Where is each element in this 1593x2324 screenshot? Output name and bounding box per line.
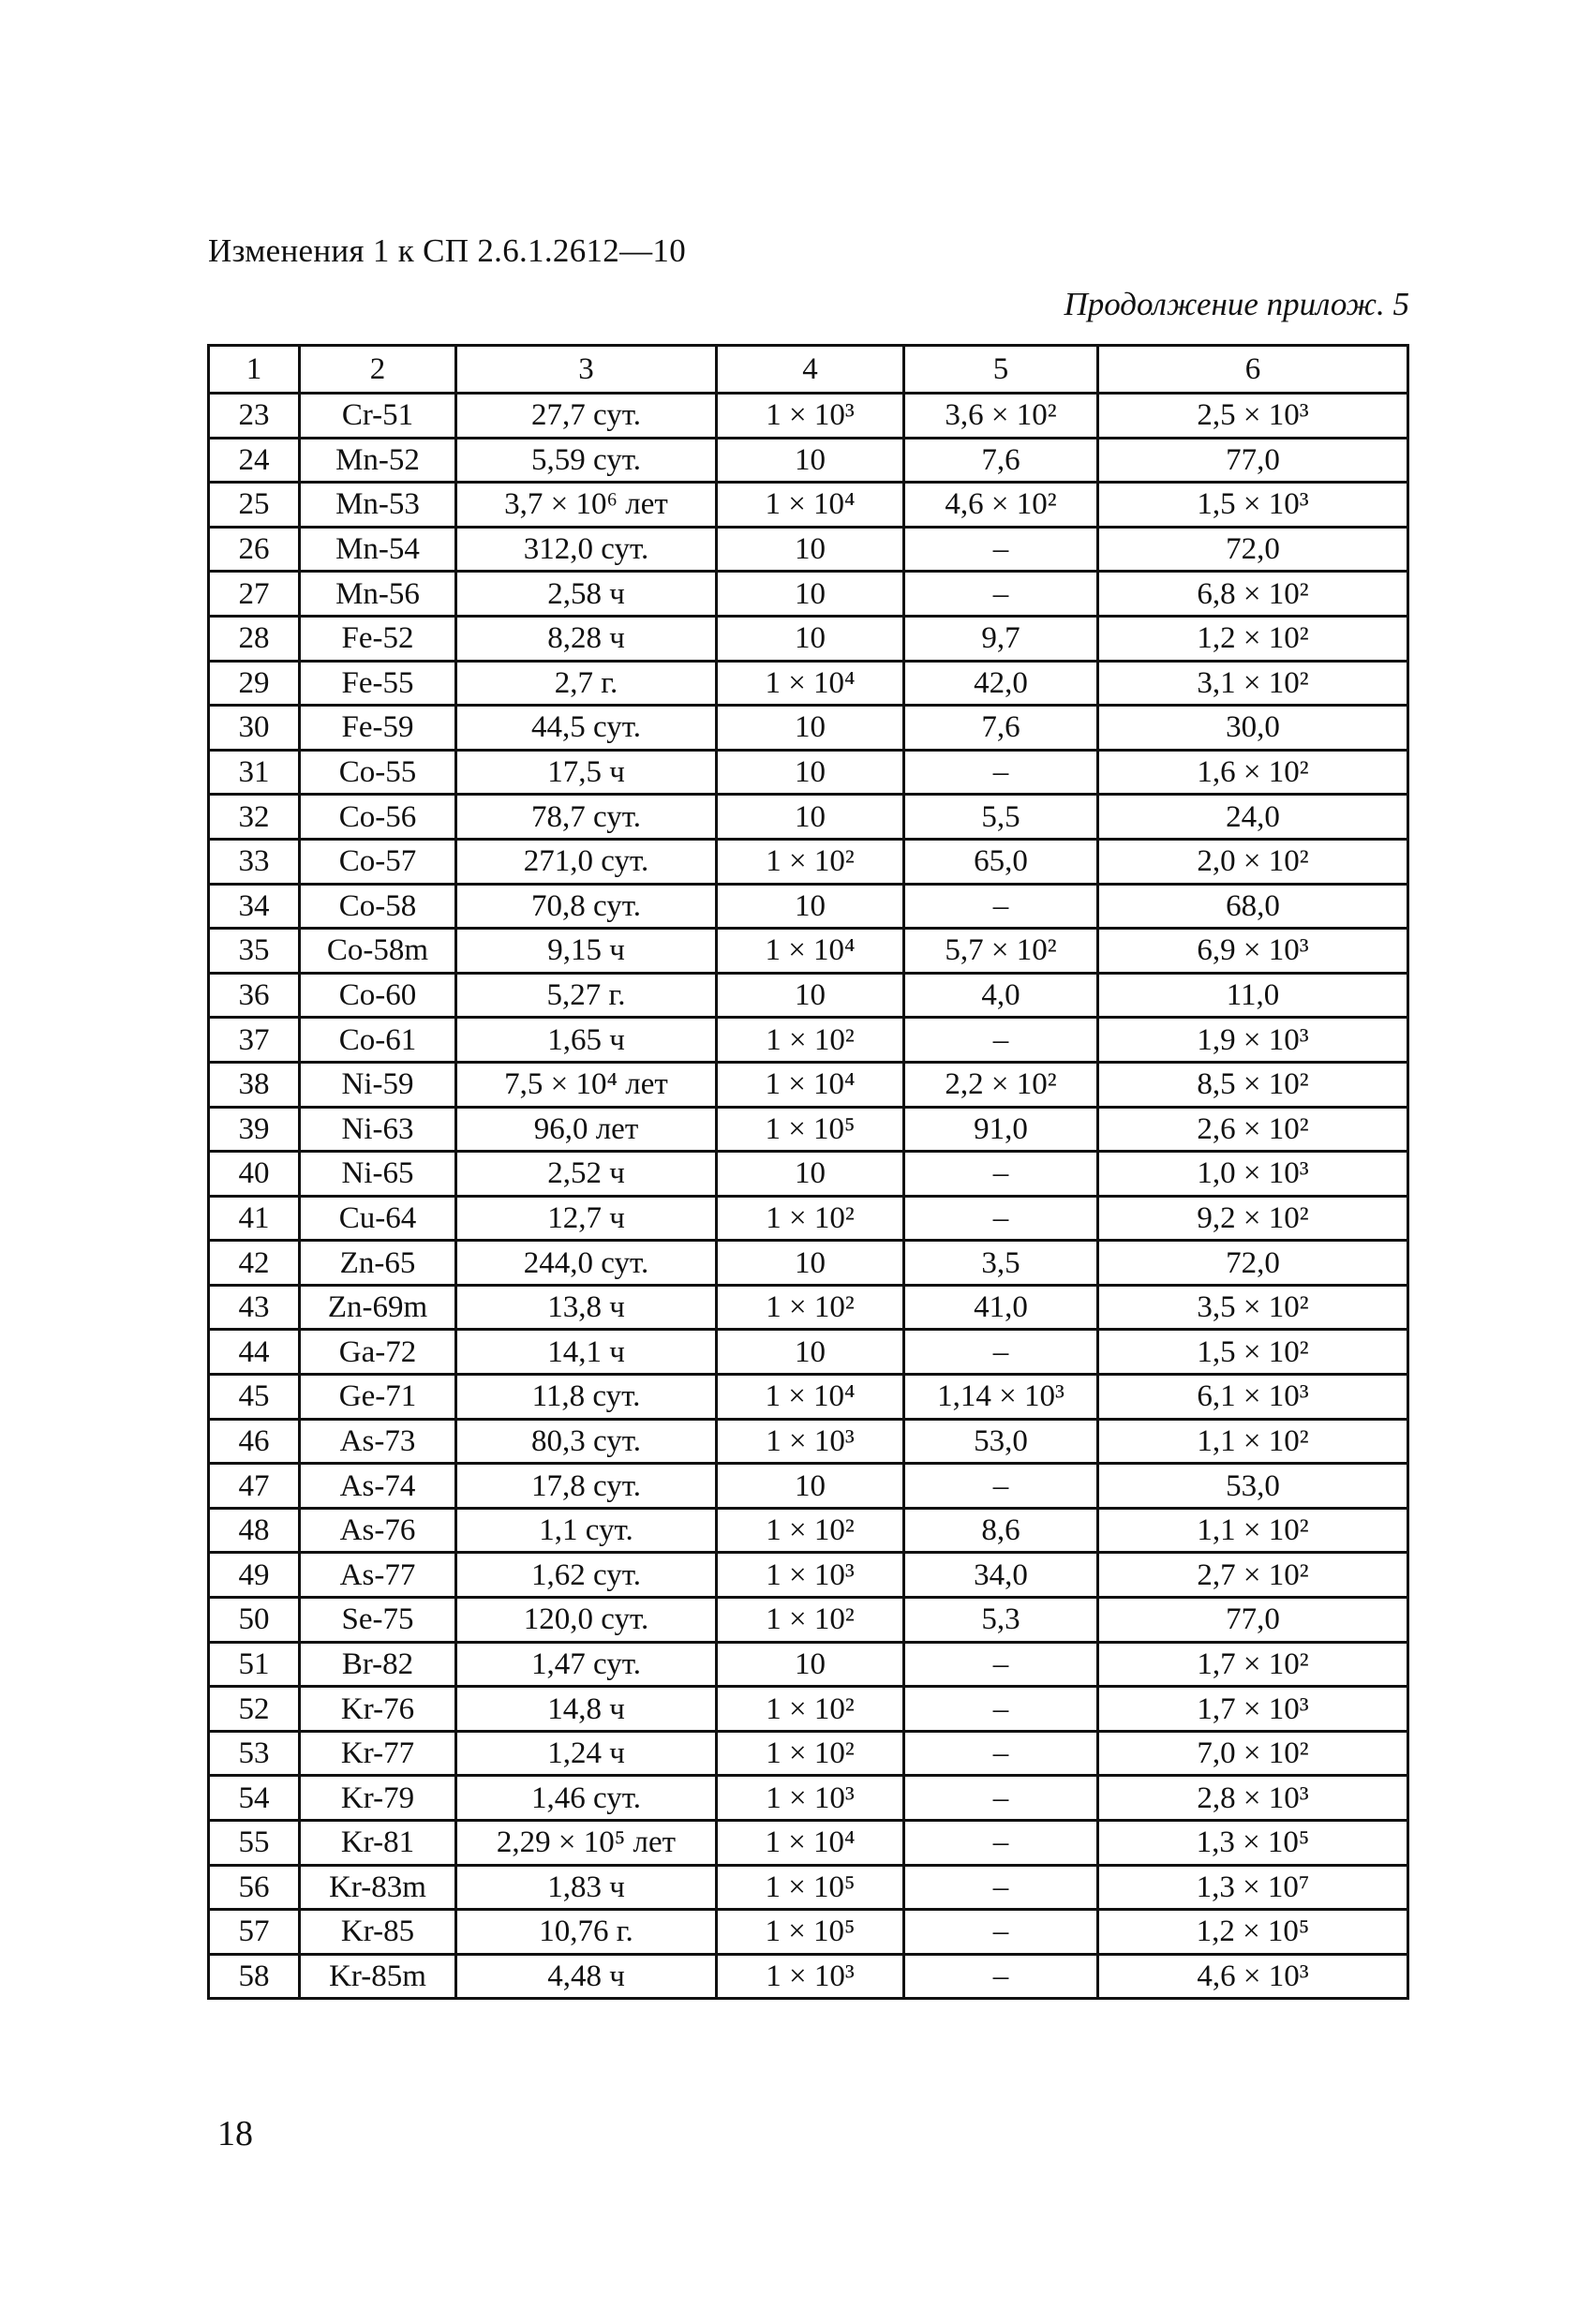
nuclide-cell: Fe-59 <box>300 706 456 751</box>
table-row <box>209 1419 1408 1464</box>
column-5-cell: 5,5 <box>904 795 1098 840</box>
table-row <box>209 438 1408 483</box>
column-4-cell: 1 × 10³ <box>717 394 904 439</box>
nuclide-cell: Kr-79 <box>300 1776 456 1821</box>
column-5-cell: – <box>904 884 1098 929</box>
nuclide-cell: Mn-52 <box>300 438 456 483</box>
table-row <box>209 527 1408 572</box>
column-4-cell: 1 × 10² <box>717 1731 904 1776</box>
page-number: 18 <box>217 2114 253 2153</box>
half-life-cell: 12,7 ч <box>456 1196 717 1241</box>
column-4-cell: 1 × 10⁴ <box>717 1062 904 1107</box>
half-life-cell: 4,48 ч <box>456 1954 717 1999</box>
table-row <box>209 1241 1408 1286</box>
row-number-cell: 33 <box>209 839 300 884</box>
column-6-cell: 6,1 × 10³ <box>1098 1375 1408 1420</box>
table-row <box>209 1910 1408 1955</box>
table-row <box>209 929 1408 974</box>
continuation-label: Продолжение прилож. 5 <box>1064 286 1409 322</box>
row-number-cell: 39 <box>209 1107 300 1152</box>
column-5-cell: – <box>904 1152 1098 1197</box>
column-4-cell: 1 × 10⁵ <box>717 1107 904 1152</box>
nuclide-cell: As-76 <box>300 1508 456 1553</box>
half-life-cell: 9,15 ч <box>456 929 717 974</box>
row-number-cell: 57 <box>209 1910 300 1955</box>
column-5-cell: – <box>904 1642 1098 1687</box>
nuclide-cell: As-74 <box>300 1464 456 1509</box>
row-number-cell: 32 <box>209 795 300 840</box>
column-5-cell: 5,3 <box>904 1598 1098 1643</box>
nuclide-cell: Co-56 <box>300 795 456 840</box>
column-6-cell: 2,6 × 10² <box>1098 1107 1408 1152</box>
nuclide-cell: Cr-51 <box>300 394 456 439</box>
half-life-cell: 7,5 × 10⁴ лет <box>456 1062 717 1107</box>
nuclide-cell: As-73 <box>300 1419 456 1464</box>
nuclide-cell: Ge-71 <box>300 1375 456 1420</box>
table-header-row <box>209 346 1408 394</box>
column-5-cell: 53,0 <box>904 1419 1098 1464</box>
nuclide-cell: Se-75 <box>300 1598 456 1643</box>
half-life-cell: 80,3 сут. <box>456 1419 717 1464</box>
nuclide-cell: Co-58m <box>300 929 456 974</box>
column-6-cell: 2,8 × 10³ <box>1098 1776 1408 1821</box>
half-life-cell: 78,7 сут. <box>456 795 717 840</box>
column-header: 4 <box>717 346 904 394</box>
half-life-cell: 1,24 ч <box>456 1731 717 1776</box>
row-number-cell: 38 <box>209 1062 300 1107</box>
column-6-cell: 1,6 × 10² <box>1098 750 1408 795</box>
column-4-cell: 10 <box>717 1464 904 1509</box>
document-header: Изменения 1 к СП 2.6.1.2612—10 <box>208 232 686 269</box>
column-5-cell: 7,6 <box>904 706 1098 751</box>
table-row <box>209 1821 1408 1866</box>
column-5-cell: 3,5 <box>904 1241 1098 1286</box>
column-6-cell: 1,9 × 10³ <box>1098 1018 1408 1063</box>
row-number-cell: 47 <box>209 1464 300 1509</box>
column-5-cell: 41,0 <box>904 1285 1098 1330</box>
column-5-cell: 3,6 × 10² <box>904 394 1098 439</box>
nuclide-cell: As-77 <box>300 1553 456 1598</box>
table-row <box>209 1598 1408 1643</box>
row-number-cell: 36 <box>209 973 300 1018</box>
half-life-cell: 1,65 ч <box>456 1018 717 1063</box>
nuclide-cell: Mn-56 <box>300 572 456 617</box>
table-row <box>209 1375 1408 1420</box>
table-row <box>209 1062 1408 1107</box>
column-4-cell: 10 <box>717 616 904 661</box>
table-row <box>209 1018 1408 1063</box>
half-life-cell: 1,46 сут. <box>456 1776 717 1821</box>
column-6-cell: 72,0 <box>1098 1241 1408 1286</box>
half-life-cell: 14,8 ч <box>456 1687 717 1732</box>
column-5-cell: 8,6 <box>904 1508 1098 1553</box>
column-4-cell: 1 × 10² <box>717 1687 904 1732</box>
column-4-cell: 1 × 10⁵ <box>717 1865 904 1910</box>
column-4-cell: 1 × 10⁵ <box>717 1910 904 1955</box>
column-4-cell: 10 <box>717 884 904 929</box>
column-5-cell: – <box>904 1731 1098 1776</box>
column-6-cell: 1,3 × 10⁵ <box>1098 1821 1408 1866</box>
half-life-cell: 1,47 сут. <box>456 1642 717 1687</box>
row-number-cell: 50 <box>209 1598 300 1643</box>
column-6-cell: 1,5 × 10² <box>1098 1330 1408 1375</box>
column-5-cell: – <box>904 1018 1098 1063</box>
table-row <box>209 1464 1408 1509</box>
half-life-cell: 2,58 ч <box>456 572 717 617</box>
row-number-cell: 42 <box>209 1241 300 1286</box>
nuclide-cell: Fe-52 <box>300 616 456 661</box>
column-6-cell: 1,1 × 10² <box>1098 1508 1408 1553</box>
table-row <box>209 1508 1408 1553</box>
column-4-cell: 1 × 10² <box>717 1018 904 1063</box>
half-life-cell: 1,62 сут. <box>456 1553 717 1598</box>
half-life-cell: 1,83 ч <box>456 1865 717 1910</box>
column-4-cell: 1 × 10⁴ <box>717 483 904 528</box>
column-4-cell: 10 <box>717 438 904 483</box>
column-header: 5 <box>904 346 1098 394</box>
column-4-cell: 1 × 10² <box>717 1508 904 1553</box>
column-6-cell: 53,0 <box>1098 1464 1408 1509</box>
table-row <box>209 1285 1408 1330</box>
row-number-cell: 54 <box>209 1776 300 1821</box>
table-row <box>209 1954 1408 1999</box>
row-number-cell: 24 <box>209 438 300 483</box>
half-life-cell: 17,8 сут. <box>456 1464 717 1509</box>
column-5-cell: – <box>904 527 1098 572</box>
nuclide-cell: Kr-85m <box>300 1954 456 1999</box>
nuclide-cell: Br-82 <box>300 1642 456 1687</box>
column-6-cell: 1,5 × 10³ <box>1098 483 1408 528</box>
row-number-cell: 48 <box>209 1508 300 1553</box>
column-5-cell: 91,0 <box>904 1107 1098 1152</box>
column-4-cell: 10 <box>717 572 904 617</box>
row-number-cell: 46 <box>209 1419 300 1464</box>
column-5-cell: 7,6 <box>904 438 1098 483</box>
column-6-cell: 4,6 × 10³ <box>1098 1954 1408 1999</box>
column-6-cell: 3,1 × 10² <box>1098 661 1408 706</box>
column-4-cell: 1 × 10⁴ <box>717 661 904 706</box>
row-number-cell: 40 <box>209 1152 300 1197</box>
column-6-cell: 1,3 × 10⁷ <box>1098 1865 1408 1910</box>
column-4-cell: 1 × 10² <box>717 1598 904 1643</box>
row-number-cell: 56 <box>209 1865 300 1910</box>
column-5-cell: 42,0 <box>904 661 1098 706</box>
column-4-cell: 1 × 10² <box>717 839 904 884</box>
half-life-cell: 2,7 г. <box>456 661 717 706</box>
column-6-cell: 2,5 × 10³ <box>1098 394 1408 439</box>
nuclide-cell: Zn-65 <box>300 1241 456 1286</box>
column-4-cell: 1 × 10⁴ <box>717 1821 904 1866</box>
column-4-cell: 1 × 10⁴ <box>717 929 904 974</box>
column-4-cell: 10 <box>717 1152 904 1197</box>
column-6-cell: 1,7 × 10² <box>1098 1642 1408 1687</box>
column-4-cell: 10 <box>717 1642 904 1687</box>
column-4-cell: 1 × 10³ <box>717 1553 904 1598</box>
nuclide-cell: Co-61 <box>300 1018 456 1063</box>
column-4-cell: 10 <box>717 706 904 751</box>
nuclide-cell: Mn-54 <box>300 527 456 572</box>
column-6-cell: 30,0 <box>1098 706 1408 751</box>
column-6-cell: 1,2 × 10² <box>1098 616 1408 661</box>
nuclide-cell: Ga-72 <box>300 1330 456 1375</box>
column-6-cell: 1,1 × 10² <box>1098 1419 1408 1464</box>
half-life-cell: 244,0 сут. <box>456 1241 717 1286</box>
half-life-cell: 271,0 сут. <box>456 839 717 884</box>
row-number-cell: 28 <box>209 616 300 661</box>
row-number-cell: 55 <box>209 1821 300 1866</box>
row-number-cell: 37 <box>209 1018 300 1063</box>
half-life-cell: 2,52 ч <box>456 1152 717 1197</box>
row-number-cell: 23 <box>209 394 300 439</box>
column-header: 3 <box>456 346 717 394</box>
row-number-cell: 41 <box>209 1196 300 1241</box>
row-number-cell: 29 <box>209 661 300 706</box>
table-body <box>209 394 1408 1999</box>
table-row <box>209 1107 1408 1152</box>
column-5-cell: – <box>904 750 1098 795</box>
column-header: 6 <box>1098 346 1408 394</box>
table-row <box>209 1731 1408 1776</box>
half-life-cell: 13,8 ч <box>456 1285 717 1330</box>
column-6-cell: 6,8 × 10² <box>1098 572 1408 617</box>
nuclide-cell: Kr-83m <box>300 1865 456 1910</box>
row-number-cell: 44 <box>209 1330 300 1375</box>
column-5-cell: – <box>904 1910 1098 1955</box>
column-4-cell: 10 <box>717 527 904 572</box>
table-row <box>209 1687 1408 1732</box>
column-6-cell: 24,0 <box>1098 795 1408 840</box>
column-6-cell: 77,0 <box>1098 1598 1408 1643</box>
nuclide-cell: Co-60 <box>300 973 456 1018</box>
column-5-cell: – <box>904 1865 1098 1910</box>
half-life-cell: 14,1 ч <box>456 1330 717 1375</box>
nuclide-cell: Fe-55 <box>300 661 456 706</box>
nuclide-cell: Co-58 <box>300 884 456 929</box>
column-6-cell: 68,0 <box>1098 884 1408 929</box>
table-row <box>209 1152 1408 1197</box>
column-4-cell: 1 × 10³ <box>717 1954 904 1999</box>
column-5-cell: 5,7 × 10² <box>904 929 1098 974</box>
row-number-cell: 35 <box>209 929 300 974</box>
table-row <box>209 973 1408 1018</box>
column-4-cell: 10 <box>717 1330 904 1375</box>
column-4-cell: 1 × 10³ <box>717 1419 904 1464</box>
column-header: 1 <box>209 346 300 394</box>
half-life-cell: 5,59 сут. <box>456 438 717 483</box>
column-5-cell: 9,7 <box>904 616 1098 661</box>
column-4-cell: 1 × 10³ <box>717 1776 904 1821</box>
column-6-cell: 8,5 × 10² <box>1098 1062 1408 1107</box>
half-life-cell: 8,28 ч <box>456 616 717 661</box>
column-5-cell: – <box>904 1776 1098 1821</box>
table-row <box>209 839 1408 884</box>
row-number-cell: 31 <box>209 750 300 795</box>
radionuclide-table <box>207 344 1409 2000</box>
nuclide-cell: Kr-85 <box>300 1910 456 1955</box>
column-6-cell: 9,2 × 10² <box>1098 1196 1408 1241</box>
table-row <box>209 1865 1408 1910</box>
row-number-cell: 26 <box>209 527 300 572</box>
column-5-cell: – <box>904 1464 1098 1509</box>
row-number-cell: 25 <box>209 483 300 528</box>
column-6-cell: 77,0 <box>1098 438 1408 483</box>
row-number-cell: 51 <box>209 1642 300 1687</box>
nuclide-cell: Mn-53 <box>300 483 456 528</box>
row-number-cell: 43 <box>209 1285 300 1330</box>
nuclide-cell: Co-55 <box>300 750 456 795</box>
column-5-cell: – <box>904 1821 1098 1866</box>
column-4-cell: 10 <box>717 750 904 795</box>
column-header: 2 <box>300 346 456 394</box>
column-6-cell: 1,2 × 10⁵ <box>1098 1910 1408 1955</box>
half-life-cell: 5,27 г. <box>456 973 717 1018</box>
table-row <box>209 1776 1408 1821</box>
row-number-cell: 58 <box>209 1954 300 1999</box>
table-row <box>209 483 1408 528</box>
table-row <box>209 661 1408 706</box>
column-4-cell: 10 <box>717 795 904 840</box>
row-number-cell: 45 <box>209 1375 300 1420</box>
nuclide-cell: Kr-77 <box>300 1731 456 1776</box>
table-row <box>209 1330 1408 1375</box>
row-number-cell: 52 <box>209 1687 300 1732</box>
half-life-cell: 1,1 сут. <box>456 1508 717 1553</box>
half-life-cell: 10,76 г. <box>456 1910 717 1955</box>
column-4-cell: 1 × 10² <box>717 1196 904 1241</box>
column-6-cell: 1,0 × 10³ <box>1098 1152 1408 1197</box>
table-row <box>209 1553 1408 1598</box>
half-life-cell: 2,29 × 10⁵ лет <box>456 1821 717 1866</box>
column-5-cell: 1,14 × 10³ <box>904 1375 1098 1420</box>
table-row <box>209 1642 1408 1687</box>
half-life-cell: 120,0 сут. <box>456 1598 717 1643</box>
row-number-cell: 53 <box>209 1731 300 1776</box>
half-life-cell: 312,0 сут. <box>456 527 717 572</box>
column-5-cell: – <box>904 572 1098 617</box>
table-row <box>209 394 1408 439</box>
table-row <box>209 884 1408 929</box>
column-5-cell: – <box>904 1196 1098 1241</box>
nuclide-cell: Ni-65 <box>300 1152 456 1197</box>
table-row <box>209 1196 1408 1241</box>
column-6-cell: 7,0 × 10² <box>1098 1731 1408 1776</box>
column-6-cell: 6,9 × 10³ <box>1098 929 1408 974</box>
row-number-cell: 34 <box>209 884 300 929</box>
table-row <box>209 750 1408 795</box>
nuclide-cell: Cu-64 <box>300 1196 456 1241</box>
half-life-cell: 96,0 лет <box>456 1107 717 1152</box>
column-6-cell: 1,7 × 10³ <box>1098 1687 1408 1732</box>
half-life-cell: 17,5 ч <box>456 750 717 795</box>
table-row <box>209 616 1408 661</box>
column-5-cell: – <box>904 1954 1098 1999</box>
column-5-cell: 65,0 <box>904 839 1098 884</box>
column-4-cell: 10 <box>717 1241 904 1286</box>
nuclide-cell: Ni-59 <box>300 1062 456 1107</box>
column-5-cell: 34,0 <box>904 1553 1098 1598</box>
column-5-cell: 4,0 <box>904 973 1098 1018</box>
column-4-cell: 1 × 10² <box>717 1285 904 1330</box>
table-row <box>209 795 1408 840</box>
column-5-cell: – <box>904 1687 1098 1732</box>
column-6-cell: 3,5 × 10² <box>1098 1285 1408 1330</box>
half-life-cell: 70,8 сут. <box>456 884 717 929</box>
row-number-cell: 49 <box>209 1553 300 1598</box>
column-4-cell: 1 × 10⁴ <box>717 1375 904 1420</box>
nuclide-cell: Kr-81 <box>300 1821 456 1866</box>
column-5-cell: 4,6 × 10² <box>904 483 1098 528</box>
nuclide-cell: Kr-76 <box>300 1687 456 1732</box>
half-life-cell: 11,8 сут. <box>456 1375 717 1420</box>
nuclide-cell: Co-57 <box>300 839 456 884</box>
nuclide-cell: Ni-63 <box>300 1107 456 1152</box>
column-5-cell: 2,2 × 10² <box>904 1062 1098 1107</box>
column-6-cell: 2,7 × 10² <box>1098 1553 1408 1598</box>
table-row <box>209 706 1408 751</box>
column-6-cell: 2,0 × 10² <box>1098 839 1408 884</box>
nuclide-cell: Zn-69m <box>300 1285 456 1330</box>
column-6-cell: 72,0 <box>1098 527 1408 572</box>
half-life-cell: 44,5 сут. <box>456 706 717 751</box>
column-4-cell: 10 <box>717 973 904 1018</box>
half-life-cell: 27,7 сут. <box>456 394 717 439</box>
row-number-cell: 30 <box>209 706 300 751</box>
column-6-cell: 11,0 <box>1098 973 1408 1018</box>
column-5-cell: – <box>904 1330 1098 1375</box>
table-row <box>209 572 1408 617</box>
half-life-cell: 3,7 × 10⁶ лет <box>456 483 717 528</box>
row-number-cell: 27 <box>209 572 300 617</box>
